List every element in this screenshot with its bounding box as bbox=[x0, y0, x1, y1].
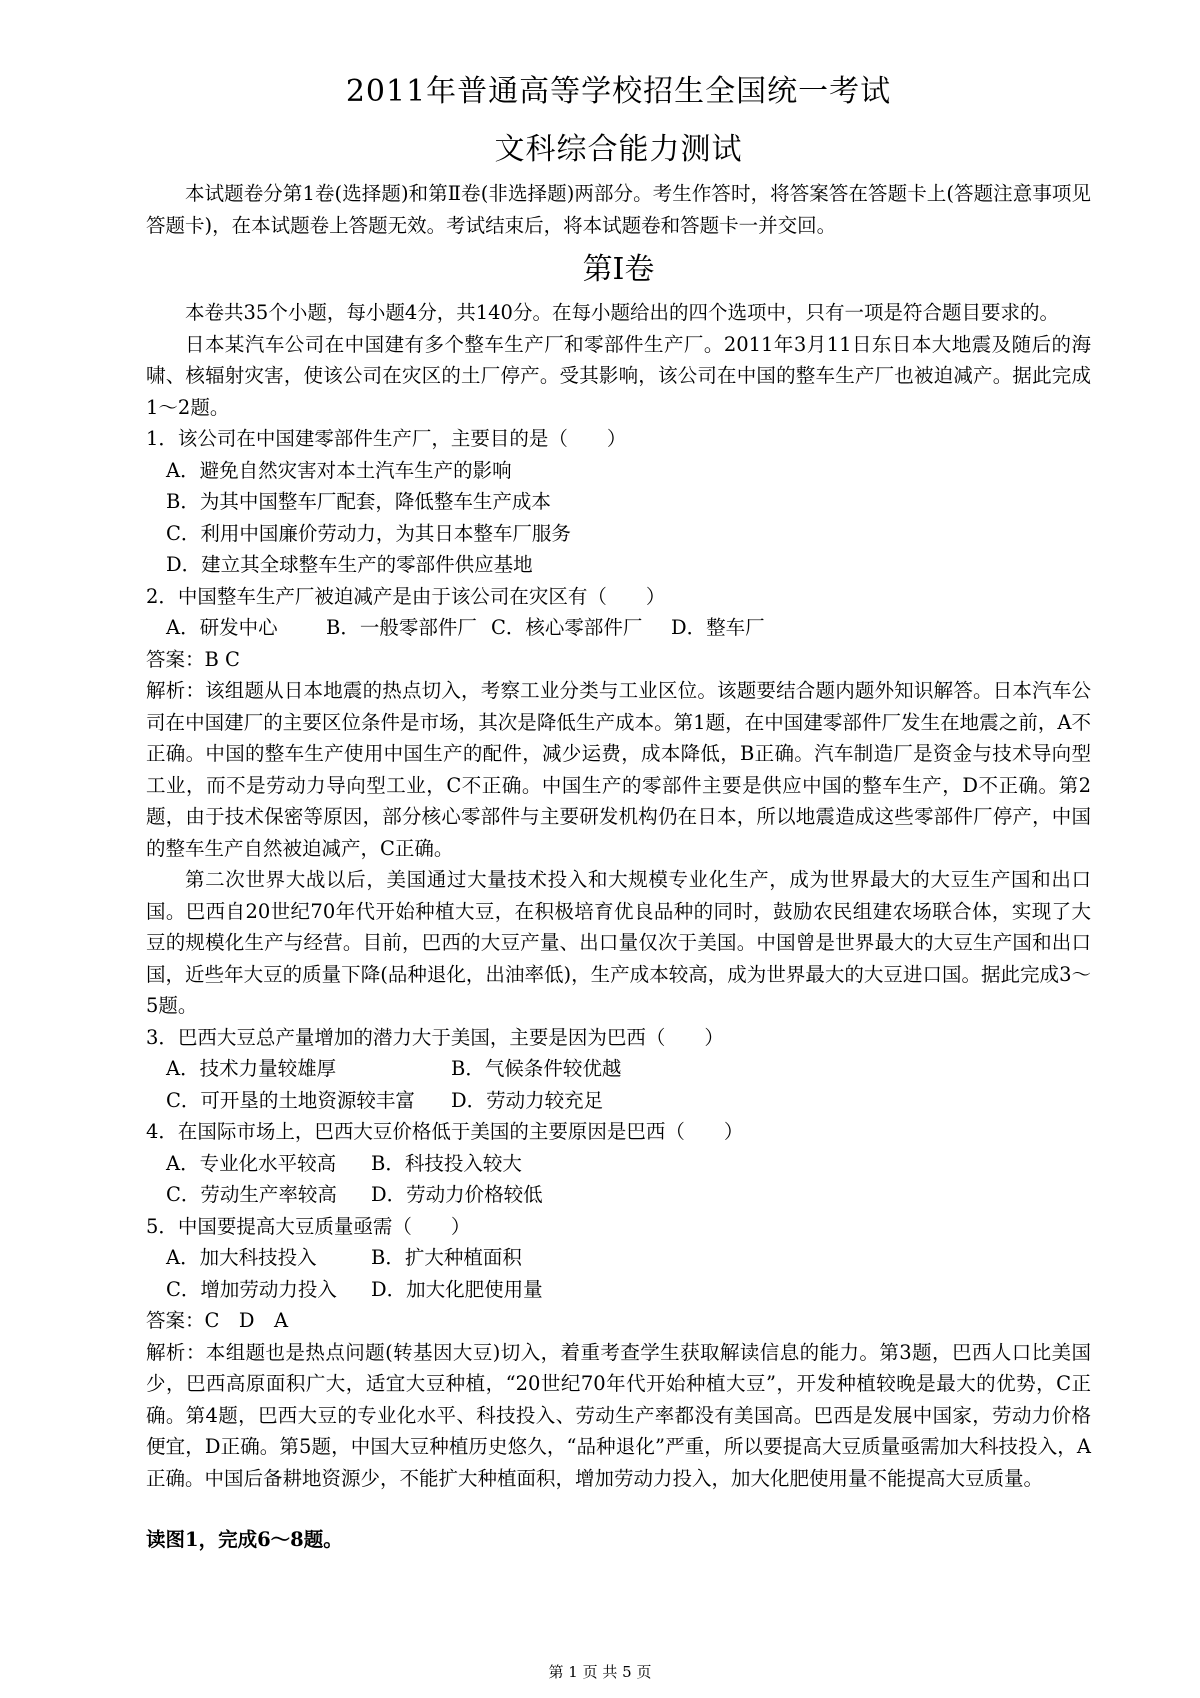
question-2-option-d: D．整车厂 bbox=[671, 616, 765, 639]
question-3-options-row-1 bbox=[146, 1053, 1091, 1085]
question-4-option-d: D．劳动力价格较低 bbox=[371, 1183, 543, 1206]
question-5-options-row-2 bbox=[146, 1274, 1091, 1306]
passage-1: 日本某汽车公司在中国建有多个整车生产厂和零部件生产厂。2011年3月11日东日本大地震及随后的海啸、核辐射灾害，使该公司在灾区的土厂停产。受其影响，该公司在中国的整车生产厂也被迫减产。据此完成1～2题。 bbox=[146, 332, 1091, 419]
volume-title: 第Ⅰ卷 bbox=[582, 252, 655, 287]
passage-2: 第二次世界大战以后，美国通过大量技术投入和大规模专业化生产，成为世界最大的大豆生产国和出口国。巴西自20世纪70年代开始种植大豆，在积极培育优良品种的同时，鼓励农民组建农场联合体，实现了大豆的规模化生产与经营。目前，巴西的大豆产量、出口量仅次于美国。中国曾是世界最大的大豆生产国和出口国，近些年大豆的质量下降(品种退化，出油率低)，生产成本较高，成为世界最大的大豆进口国。据此完成3～5题。 bbox=[146, 868, 1091, 1017]
question-4-options-row-2 bbox=[146, 1179, 1091, 1211]
question-5-option-d: D．加大化肥使用量 bbox=[371, 1277, 543, 1301]
question-1-option-d: D．建立其全球整车生产的零部件供应基地 bbox=[166, 553, 533, 576]
question-3-options-row-2 bbox=[146, 1085, 1091, 1117]
question-3-stem: 3．巴西大豆总产量增加的潜力大于美国，主要是因为巴西（ ） bbox=[146, 1025, 724, 1049]
question-5-stem: 5．中国要提高大豆质量亟需（ ） bbox=[146, 1214, 471, 1238]
next-section-prompt: 读图1，完成6～8题。 bbox=[146, 1528, 343, 1551]
question-2-options bbox=[146, 612, 1091, 644]
question-1-option-a: A．避免自然灾害对本土汽车生产的影响 bbox=[166, 458, 512, 482]
exam-page bbox=[146, 70, 1091, 1556]
question-2-option-b: B．一般零部件厂 bbox=[326, 616, 477, 639]
question-5-option-c: C．增加劳动力投入 bbox=[166, 1277, 337, 1301]
question-1-option-b: B．为其中国整车厂配套，降低整车生产成本 bbox=[166, 490, 551, 513]
question-4-stem: 4．在国际市场上，巴西大豆价格低于美国的主要原因是巴西（ ） bbox=[146, 1120, 744, 1143]
question-4-option-c: C．劳动生产率较高 bbox=[166, 1183, 337, 1206]
question-3-option-c: C．可开垦的土地资源较丰富 bbox=[166, 1088, 415, 1112]
question-3-option-b: B．气候条件较优越 bbox=[451, 1057, 622, 1080]
question-4-option-b: B．科技投入较大 bbox=[371, 1151, 522, 1175]
answer-2: 答案：C D A bbox=[146, 1309, 289, 1332]
question-5-options-row-1 bbox=[146, 1242, 1091, 1274]
question-4-options-row-1 bbox=[146, 1148, 1091, 1180]
question-4-option-a: A．专业化水平较高 bbox=[166, 1151, 337, 1175]
exam-title: 2011年普通高等学校招生全国统一考试 bbox=[345, 74, 892, 109]
question-2-option-c: C．核心零部件厂 bbox=[491, 616, 643, 639]
exam-subtitle: 文科综合能力测试 bbox=[494, 132, 743, 167]
exam-intro: 本试题卷分第1卷(选择题)和第Ⅱ卷(非选择题)两部分。考生作答时，将答案答在答题卡上(答题注意事项见答题卡)，在本试题卷上答题无效。考试结束后，将本试题卷和答题卡一并交回。 bbox=[146, 182, 1091, 237]
analysis-1: 解析：该组题从日本地震的热点切入，考察工业分类与工业区位。该题要结合题内题外知识解答。日本汽车公司在中国建厂的主要区位条件是市场，其次是降低生产成本。第1题，在中国建零部件厂发生在地震之前，A不正确。中国的整车生产使用中国生产的配件，减少运费，成本降低，B正确。汽车制造厂是资金与技术导向型工业，而不是劳动力导向型工业，C不正确。中国生产的零部件主要是供应中国的整车生产，D不正确。第2题，由于技术保密等原因，部分核心零部件与主要研发机构仍在日本，所以地震造成这些零部件厂停产，中国的整车生产自然被迫减产，C正确。 bbox=[146, 679, 1091, 860]
question-2-stem: 2．中国整车生产厂被迫减产是由于该公司在灾区有（ ） bbox=[146, 584, 666, 608]
volume-intro: 本卷共35个小题，每小题4分，共140分。在每小题给出的四个选项中，只有一项是符合题目要求的。 bbox=[185, 301, 1059, 324]
answer-1: 答案：B C bbox=[146, 647, 240, 671]
question-1-stem: 1．该公司在中国建零部件生产厂，主要目的是（ ） bbox=[146, 427, 627, 450]
question-1-option-c: C．利用中国廉价劳动力，为其日本整车厂服务 bbox=[166, 521, 571, 545]
question-3-option-a: A．技术力量较雄厚 bbox=[166, 1057, 337, 1080]
question-5-option-a: A．加大科技投入 bbox=[166, 1246, 317, 1269]
page-footer: 第 1 页 共 5 页 bbox=[548, 1663, 652, 1681]
question-5-option-b: B．扩大种植面积 bbox=[371, 1246, 522, 1269]
question-3-option-d: D．劳动力较充足 bbox=[451, 1088, 604, 1112]
question-2-option-a: A．研发中心 bbox=[166, 616, 278, 639]
analysis-2: 解析：本组题也是热点问题(转基因大豆)切入，着重考查学生获取解读信息的能力。第3题，巴西人口比美国少，巴西高原面积广大，适宜大豆种植，“20世纪70年代开始种植大豆”，开发种植较晚是最大的优势，C正确。第4题，巴西大豆的专业化水平、科技投入、劳动生产率都没有美国高。巴西是发展中国家，劳动力价格便宜，D正确。第5题，中国大豆种植历史悠久，“品种退化”严重，所以要提高大豆质量亟需加大科技投入，A正确。中国后备耕地资源少，不能扩大种植面积，增加劳动力投入，加大化肥使用量不能提高大豆质量。 bbox=[146, 1340, 1091, 1490]
